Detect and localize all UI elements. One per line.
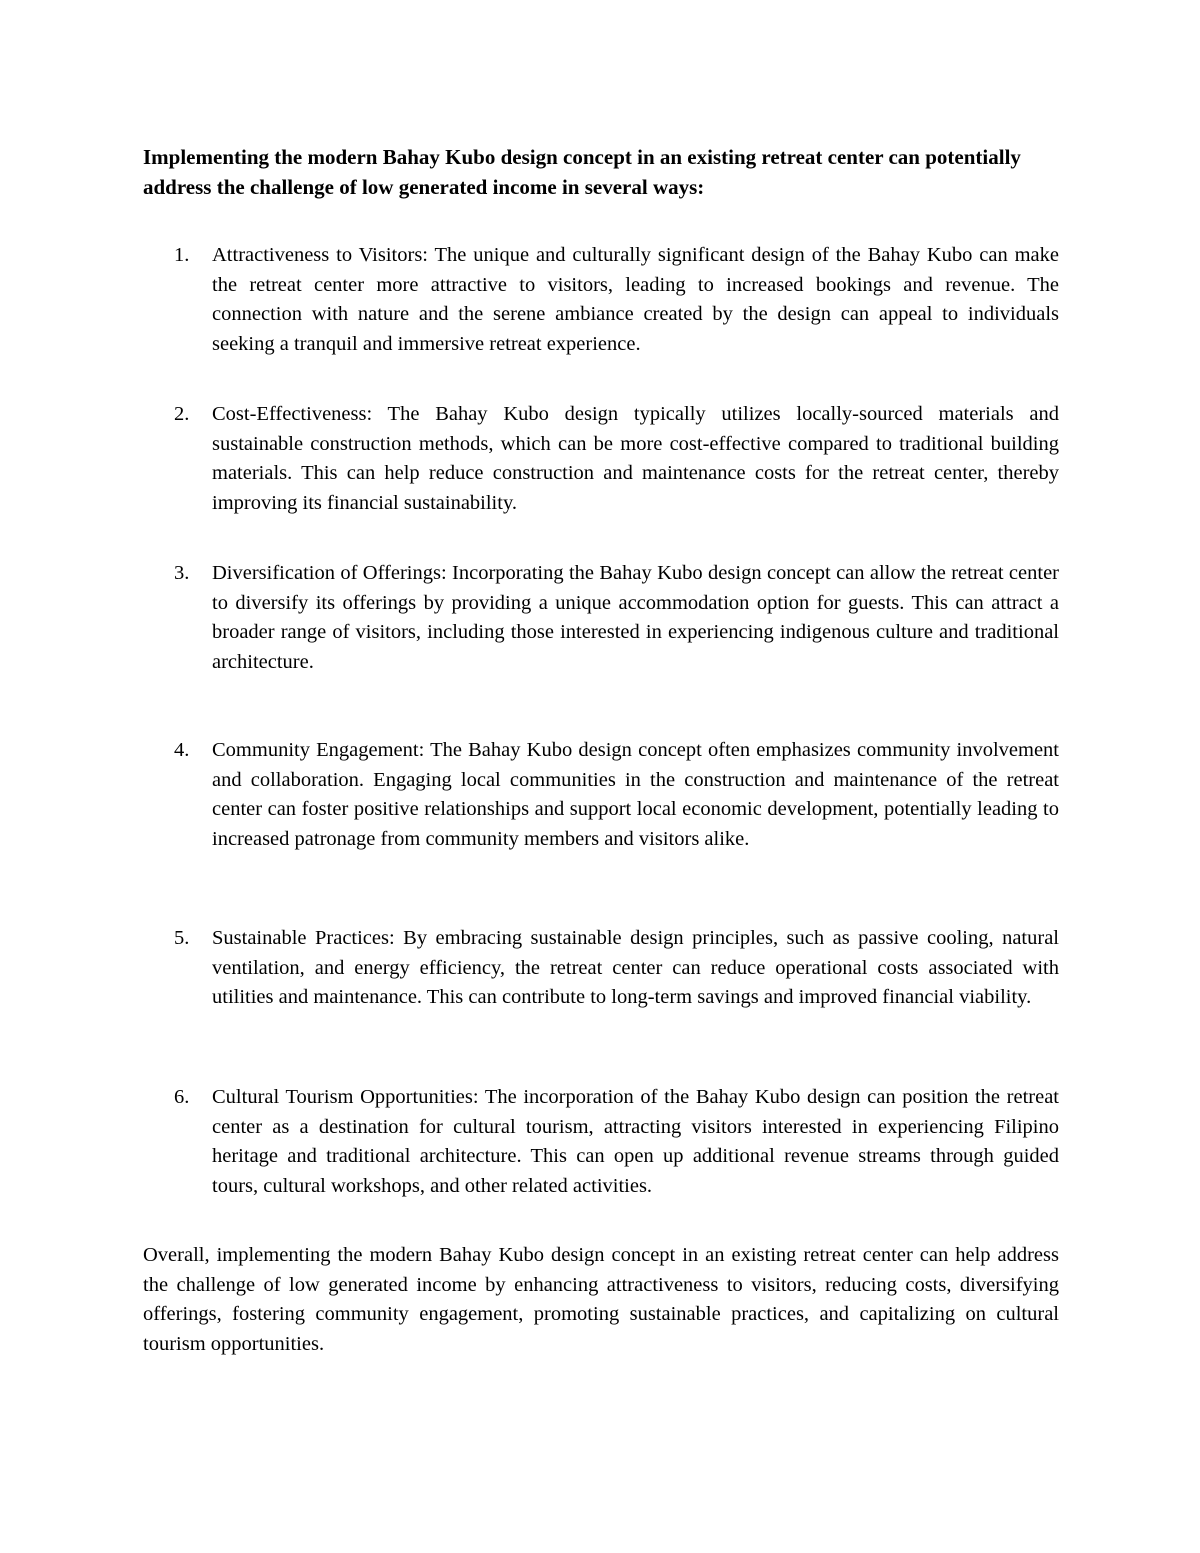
list-item-text: Cultural Tourism Opportunities: The incorporation of the Bahay Kubo design can position the retreat center as a destination for cultural tourism, attracting visitors interested in experiencing Filipino heritage and traditional architecture. This can open up additional revenue streams through guided tours, cultural workshops, and other related activities.	[212, 1086, 1059, 1197]
list-item-text: Cost-Effectiveness: The Bahay Kubo design typically utilizes locally-sourced materials and sustainable construction methods, which can be more cost-effective compared to traditional building materials. This can help reduce construction and maintenance costs for the retreat center, thereby improving its financial sustainability.	[212, 403, 1059, 514]
list-item-number: 6.	[174, 1086, 190, 1108]
list-item-text: Diversification of Offerings: Incorporating the Bahay Kubo design concept can allow the retreat center to diversify its offerings by providing a unique accommodation option for guests. This can attract a broader range of visitors, including those interested in experiencing indigenous culture and traditional architecture.	[212, 562, 1059, 673]
list-item-number: 5.	[174, 927, 190, 949]
list-item-number: 2.	[174, 403, 190, 425]
list-item-text: Sustainable Practices: By embracing sustainable design principles, such as passive cooling, natural ventilation, and energy efficiency, the retreat center can reduce operational costs associated with utilities and maintenance. This can contribute to long-term savings and improved financial viability.	[212, 927, 1059, 1008]
document-heading: Implementing the modern Bahay Kubo design concept in an existing retreat center can potentially address the challenge of low generated income in several ways:	[143, 145, 1021, 199]
list-item-text: Attractiveness to Visitors: The unique and culturally significant design of the Bahay Kubo can make the retreat center more attractive to visitors, leading to increased bookings and revenue. The connection with nature and the serene ambiance created by the design can appeal to individuals seeking a tranquil and immersive retreat experience.	[212, 244, 1059, 355]
list-item-text: Community Engagement: The Bahay Kubo design concept often emphasizes community involvement and collaboration. Engaging local communities in the construction and maintenance of the retreat center can foster positive relationships and support local economic development, potentially leading to increased patronage from community members and visitors alike.	[212, 739, 1059, 850]
list-item	[174, 736, 1059, 854]
list-item	[174, 1083, 1059, 1201]
list-item-number: 1.	[174, 244, 190, 266]
list-item-number: 3.	[174, 562, 190, 584]
list-item	[174, 400, 1059, 518]
list-item	[174, 559, 1059, 677]
list-item	[174, 241, 1059, 359]
list-item	[174, 924, 1059, 1013]
closing-paragraph: Overall, implementing the modern Bahay Kubo design concept in an existing retreat center can help address the challenge of low generated income by enhancing attractiveness to visitors, reducing costs, diversifying offerings, fostering community engagement, promoting sustainable practices, and capitalizing on cultural tourism opportunities.	[143, 1244, 1059, 1355]
list-item-number: 4.	[174, 739, 190, 761]
